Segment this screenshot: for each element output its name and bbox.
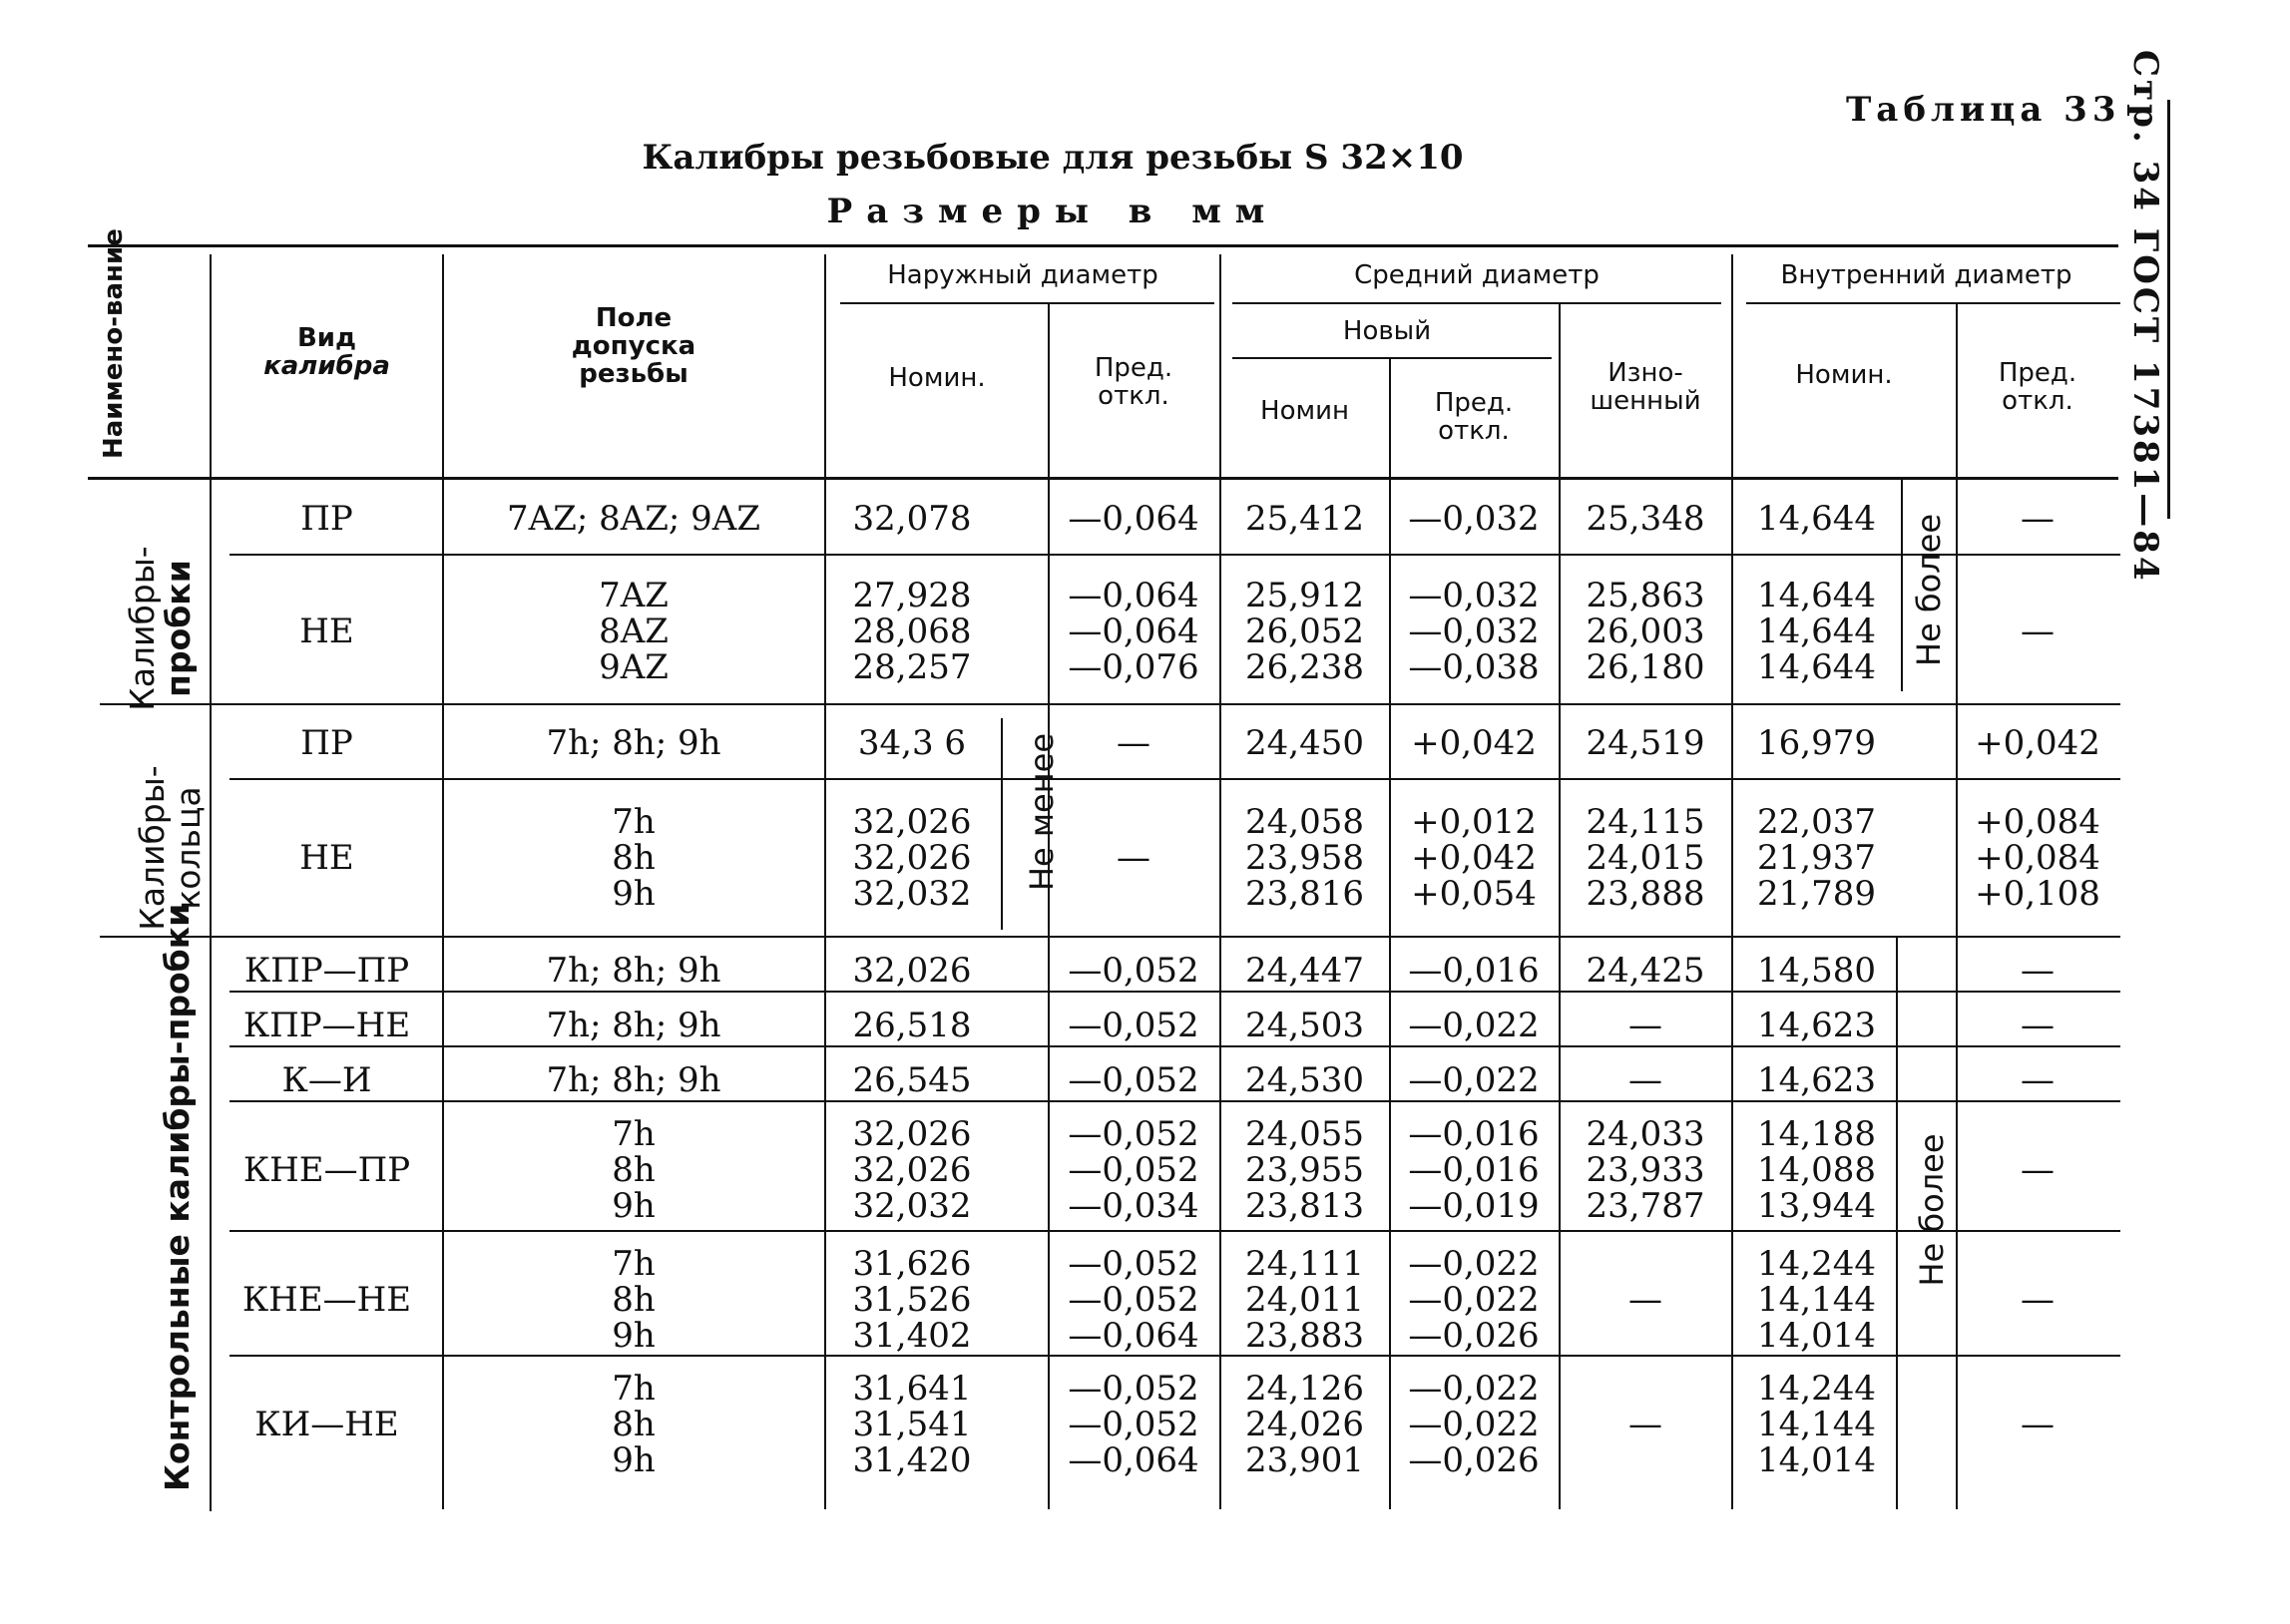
cell-i-nom: 14,088 xyxy=(1757,1150,1876,1190)
cell-type: КПР—НЕ xyxy=(242,1006,411,1045)
cell-i-nom: 14,644 xyxy=(1757,499,1876,539)
cell-o-dev: —0,052 xyxy=(1068,1369,1199,1409)
cell-o-nom: 31,420 xyxy=(852,1440,972,1480)
cell-o-nom: 31,641 xyxy=(852,1369,972,1409)
note-ne-bolee-plugs: Не более xyxy=(1910,513,1948,666)
cell-type: КНЕ—НЕ xyxy=(241,1280,412,1320)
group-control-plugs: Контрольные калибры-пробки xyxy=(158,903,197,1491)
cell-m-nom: 24,026 xyxy=(1245,1405,1364,1444)
cell-i-nom: 14,144 xyxy=(1757,1405,1876,1444)
cell-m-nom: 25,412 xyxy=(1245,499,1364,539)
cell-o-nom: 32,026 xyxy=(852,1150,972,1190)
cell-m-nom: 24,530 xyxy=(1245,1060,1364,1100)
cell-tol: 7h xyxy=(612,1369,656,1409)
cell-tol: 8AZ xyxy=(599,610,669,651)
cell-tol: 7h; 8h; 9h xyxy=(546,723,721,763)
cell-m-nom: 23,813 xyxy=(1245,1186,1364,1226)
cell-m-nom: 23,958 xyxy=(1245,838,1364,878)
cell-tol: 7h; 8h; 9h xyxy=(546,1006,721,1045)
cell-m-nom: 26,052 xyxy=(1245,610,1364,651)
cell-tol: 7AZ xyxy=(599,575,669,615)
cell-m-nom: 23,883 xyxy=(1245,1316,1364,1356)
cell-m-dev: —0,032 xyxy=(1408,575,1540,615)
cell-tol: 9h xyxy=(612,874,656,914)
cell-tol: 7AZ; 8AZ; 9AZ xyxy=(507,499,760,539)
cell-m-dev: —0,016 xyxy=(1408,1150,1540,1190)
cell-o-nom: 26,545 xyxy=(852,1060,972,1100)
cell-m-nom: 24,126 xyxy=(1245,1369,1364,1409)
cell-m-dev: —0,016 xyxy=(1408,1114,1540,1154)
cell-i-nom: 14,188 xyxy=(1757,1114,1876,1154)
cell-tol: 8h xyxy=(612,1405,656,1444)
cell-o-nom: 32,026 xyxy=(852,1114,972,1154)
cell-m-dev: +0,012 xyxy=(1411,802,1537,842)
cell-o-dev: —0,076 xyxy=(1068,646,1199,687)
cell-o-nom: 31,402 xyxy=(852,1316,972,1356)
cell-i-nom: 14,644 xyxy=(1757,646,1876,687)
cell-m-worn: 26,180 xyxy=(1586,646,1705,687)
cell-tol: 8h xyxy=(612,1280,656,1320)
cell-o-dev: —0,064 xyxy=(1068,610,1199,651)
cell-o-nom: 32,032 xyxy=(852,874,972,914)
cell-m-dev: —0,026 xyxy=(1408,1316,1540,1356)
cell-o-dev: —0,064 xyxy=(1068,1316,1199,1356)
cell-m-worn: — xyxy=(1628,1280,1662,1320)
cell-o-nom: 31,541 xyxy=(852,1405,972,1444)
cell-m-dev: —0,022 xyxy=(1408,1280,1540,1320)
header-inner-dev: Пред. откл. xyxy=(1998,358,2077,416)
cell-m-worn: 24,015 xyxy=(1586,838,1705,878)
cell-o-dev: —0,052 xyxy=(1068,1006,1199,1045)
cell-i-nom: 14,014 xyxy=(1757,1440,1876,1480)
cell-tol: 8h xyxy=(612,838,656,878)
cell-i-dev: — xyxy=(2021,1060,2055,1100)
note-ne-menee-rings: Не менее xyxy=(1023,732,1061,891)
cell-i-dev: — xyxy=(2021,1280,2055,1320)
cell-tol: 7h; 8h; 9h xyxy=(546,951,721,991)
cell-o-dev: —0,052 xyxy=(1068,1244,1199,1284)
cell-i-nom: 14,580 xyxy=(1757,951,1876,991)
cell-m-nom: 23,816 xyxy=(1245,874,1364,914)
cell-type: ПР xyxy=(300,723,353,763)
cell-o-dev: —0,034 xyxy=(1068,1186,1199,1226)
cell-o-dev: —0,052 xyxy=(1068,1114,1199,1154)
cell-m-worn: 23,787 xyxy=(1586,1186,1705,1226)
cell-i-nom: 14,623 xyxy=(1757,1060,1876,1100)
cell-i-dev: — xyxy=(2021,1150,2055,1190)
header-middle-nom: Номин xyxy=(1260,396,1349,426)
header-outer-nom: Номин. xyxy=(888,363,986,393)
cell-tol: 7h xyxy=(612,1114,656,1154)
cell-type: КИ—НЕ xyxy=(254,1405,399,1444)
cell-o-nom: 32,026 xyxy=(852,838,972,878)
cell-m-dev: —0,022 xyxy=(1408,1060,1540,1100)
cell-tol: 7h xyxy=(612,802,656,842)
header-outer-diameter: Наружный диаметр xyxy=(887,260,1158,290)
cell-m-dev: +0,042 xyxy=(1411,838,1537,878)
cell-type: ПР xyxy=(300,499,353,539)
cell-i-nom: 14,623 xyxy=(1757,1006,1876,1045)
cell-m-nom: 24,055 xyxy=(1245,1114,1364,1154)
cell-i-dev: +0,084 xyxy=(1975,802,2100,842)
cell-o-dev: — xyxy=(1117,838,1150,878)
cell-m-dev: +0,042 xyxy=(1411,723,1537,763)
cell-o-nom: 27,928 xyxy=(852,575,972,615)
cell-m-dev: —0,019 xyxy=(1408,1186,1540,1226)
cell-i-dev: — xyxy=(2021,951,2055,991)
cell-m-dev: —0,022 xyxy=(1408,1405,1540,1444)
header-inner-diameter: Внутренний диаметр xyxy=(1780,260,2072,290)
cell-m-nom: 23,901 xyxy=(1245,1440,1364,1480)
cell-m-nom: 25,912 xyxy=(1245,575,1364,615)
cell-m-dev: —0,022 xyxy=(1408,1006,1540,1045)
header-inner-nom: Номин. xyxy=(1795,360,1893,390)
cell-m-nom: 26,238 xyxy=(1245,646,1364,687)
cell-i-nom: 13,944 xyxy=(1757,1186,1876,1226)
cell-type: КПР—ПР xyxy=(243,951,410,991)
cell-i-dev: +0,084 xyxy=(1975,838,2100,878)
cell-tol: 7h; 8h; 9h xyxy=(546,1060,721,1100)
header-middle-dev: Пред. откл. xyxy=(1434,388,1514,446)
table-number: Таблица 33 xyxy=(1846,90,2121,130)
cell-tol: 8h xyxy=(612,1150,656,1190)
cell-o-dev: — xyxy=(1117,723,1150,763)
cell-m-dev: —0,026 xyxy=(1408,1440,1540,1480)
cell-m-dev: —0,022 xyxy=(1408,1369,1540,1409)
side-label: Стр. 34 ГОСТ 17381—84 xyxy=(2125,50,2165,584)
cell-tol: 9AZ xyxy=(599,646,669,687)
cell-o-nom: 32,026 xyxy=(852,802,972,842)
header-new: Новый xyxy=(1342,316,1432,346)
cell-m-nom: 24,111 xyxy=(1245,1244,1364,1284)
cell-type: НЕ xyxy=(299,838,354,878)
cell-m-worn: 24,115 xyxy=(1586,802,1705,842)
cell-i-dev: — xyxy=(2021,1006,2055,1045)
cell-tol: 9h xyxy=(612,1440,656,1480)
cell-m-dev: +0,054 xyxy=(1411,874,1537,914)
cell-o-dev: —0,052 xyxy=(1068,1150,1199,1190)
side-rule xyxy=(2167,100,2170,519)
cell-o-dev: —0,052 xyxy=(1068,1280,1199,1320)
cell-o-nom: 32,032 xyxy=(852,1186,972,1226)
cell-o-nom: 31,626 xyxy=(852,1244,972,1284)
cell-m-nom: 24,447 xyxy=(1245,951,1364,991)
header-name: Наимено-вание xyxy=(99,228,129,459)
cell-m-nom: 24,503 xyxy=(1245,1006,1364,1045)
cell-i-nom: 14,244 xyxy=(1757,1369,1876,1409)
cell-i-nom: 16,979 xyxy=(1757,723,1876,763)
cell-i-dev: +0,042 xyxy=(1975,723,2100,763)
group-rings: Калибры- кольца xyxy=(133,765,208,931)
cell-type: К—И xyxy=(281,1060,372,1100)
cell-o-nom: 34,3 6 xyxy=(857,723,967,763)
units-caption: Размеры в мм xyxy=(826,192,1279,231)
cell-m-worn: — xyxy=(1628,1405,1662,1444)
cell-tol: 7h xyxy=(612,1244,656,1284)
cell-o-dev: —0,052 xyxy=(1068,951,1199,991)
header-middle-diameter: Средний диаметр xyxy=(1354,260,1600,290)
cell-i-nom: 14,244 xyxy=(1757,1244,1876,1284)
cell-i-nom: 22,037 xyxy=(1757,802,1876,842)
cell-o-dev: —0,052 xyxy=(1068,1060,1199,1100)
header-worn: Изно- шенный xyxy=(1590,358,1701,416)
cell-m-worn: 24,425 xyxy=(1586,951,1705,991)
header-tolerance: Поле допуска резьбы xyxy=(571,303,696,389)
cell-o-dev: —0,064 xyxy=(1068,499,1199,539)
cell-m-nom: 24,011 xyxy=(1245,1280,1364,1320)
cell-m-worn: 24,519 xyxy=(1586,723,1705,763)
cell-tol: 9h xyxy=(612,1316,656,1356)
cell-m-dev: —0,016 xyxy=(1408,951,1540,991)
cell-m-worn: 23,888 xyxy=(1586,874,1705,914)
cell-o-nom: 31,526 xyxy=(852,1280,972,1320)
cell-i-nom: 14,144 xyxy=(1757,1280,1876,1320)
cell-o-nom: 28,068 xyxy=(852,610,972,651)
note-ne-bolee-control: Не более xyxy=(1913,1133,1951,1287)
cell-m-nom: 24,450 xyxy=(1245,723,1364,763)
group-plugs: Калибры- пробки xyxy=(123,546,198,711)
cell-i-dev: +0,108 xyxy=(1975,874,2100,914)
cell-i-nom: 14,644 xyxy=(1757,610,1876,651)
cell-o-dev: —0,052 xyxy=(1068,1405,1199,1444)
cell-type: КНЕ—ПР xyxy=(242,1150,411,1190)
cell-m-worn: 25,348 xyxy=(1586,499,1705,539)
cell-m-worn: 26,003 xyxy=(1586,610,1705,651)
cell-tol: 9h xyxy=(612,1186,656,1226)
cell-i-nom: 21,789 xyxy=(1757,874,1876,914)
cell-i-nom: 14,644 xyxy=(1757,575,1876,615)
cell-m-worn: — xyxy=(1628,1060,1662,1100)
cell-m-nom: 23,955 xyxy=(1245,1150,1364,1190)
cell-m-worn: 23,933 xyxy=(1586,1150,1705,1190)
cell-m-dev: —0,022 xyxy=(1408,1244,1540,1284)
cell-m-worn: — xyxy=(1628,1006,1662,1045)
cell-o-nom: 28,257 xyxy=(852,646,972,687)
cell-m-dev: —0,032 xyxy=(1408,499,1540,539)
header-outer-dev: Пред. откл. xyxy=(1094,353,1173,411)
cell-m-worn: 25,863 xyxy=(1586,575,1705,615)
cell-m-nom: 24,058 xyxy=(1245,802,1364,842)
cell-o-dev: —0,064 xyxy=(1068,1440,1199,1480)
cell-m-dev: —0,038 xyxy=(1408,646,1540,687)
cell-m-worn: 24,033 xyxy=(1586,1114,1705,1154)
cell-type: НЕ xyxy=(299,610,354,651)
cell-i-nom: 14,014 xyxy=(1757,1316,1876,1356)
cell-o-nom: 26,518 xyxy=(852,1006,972,1045)
page-title: Калибры резьбовые для резьбы S 32×10 xyxy=(642,138,1464,178)
cell-o-nom: 32,026 xyxy=(852,951,972,991)
cell-o-nom: 32,078 xyxy=(852,499,972,539)
header-gauge-type: Вид калибра xyxy=(263,323,390,381)
cell-i-dev: — xyxy=(2021,610,2055,651)
cell-m-dev: —0,032 xyxy=(1408,610,1540,651)
cell-i-dev: — xyxy=(2021,499,2055,539)
cell-i-nom: 21,937 xyxy=(1757,838,1876,878)
cell-o-dev: —0,064 xyxy=(1068,575,1199,615)
cell-i-dev: — xyxy=(2021,1405,2055,1444)
